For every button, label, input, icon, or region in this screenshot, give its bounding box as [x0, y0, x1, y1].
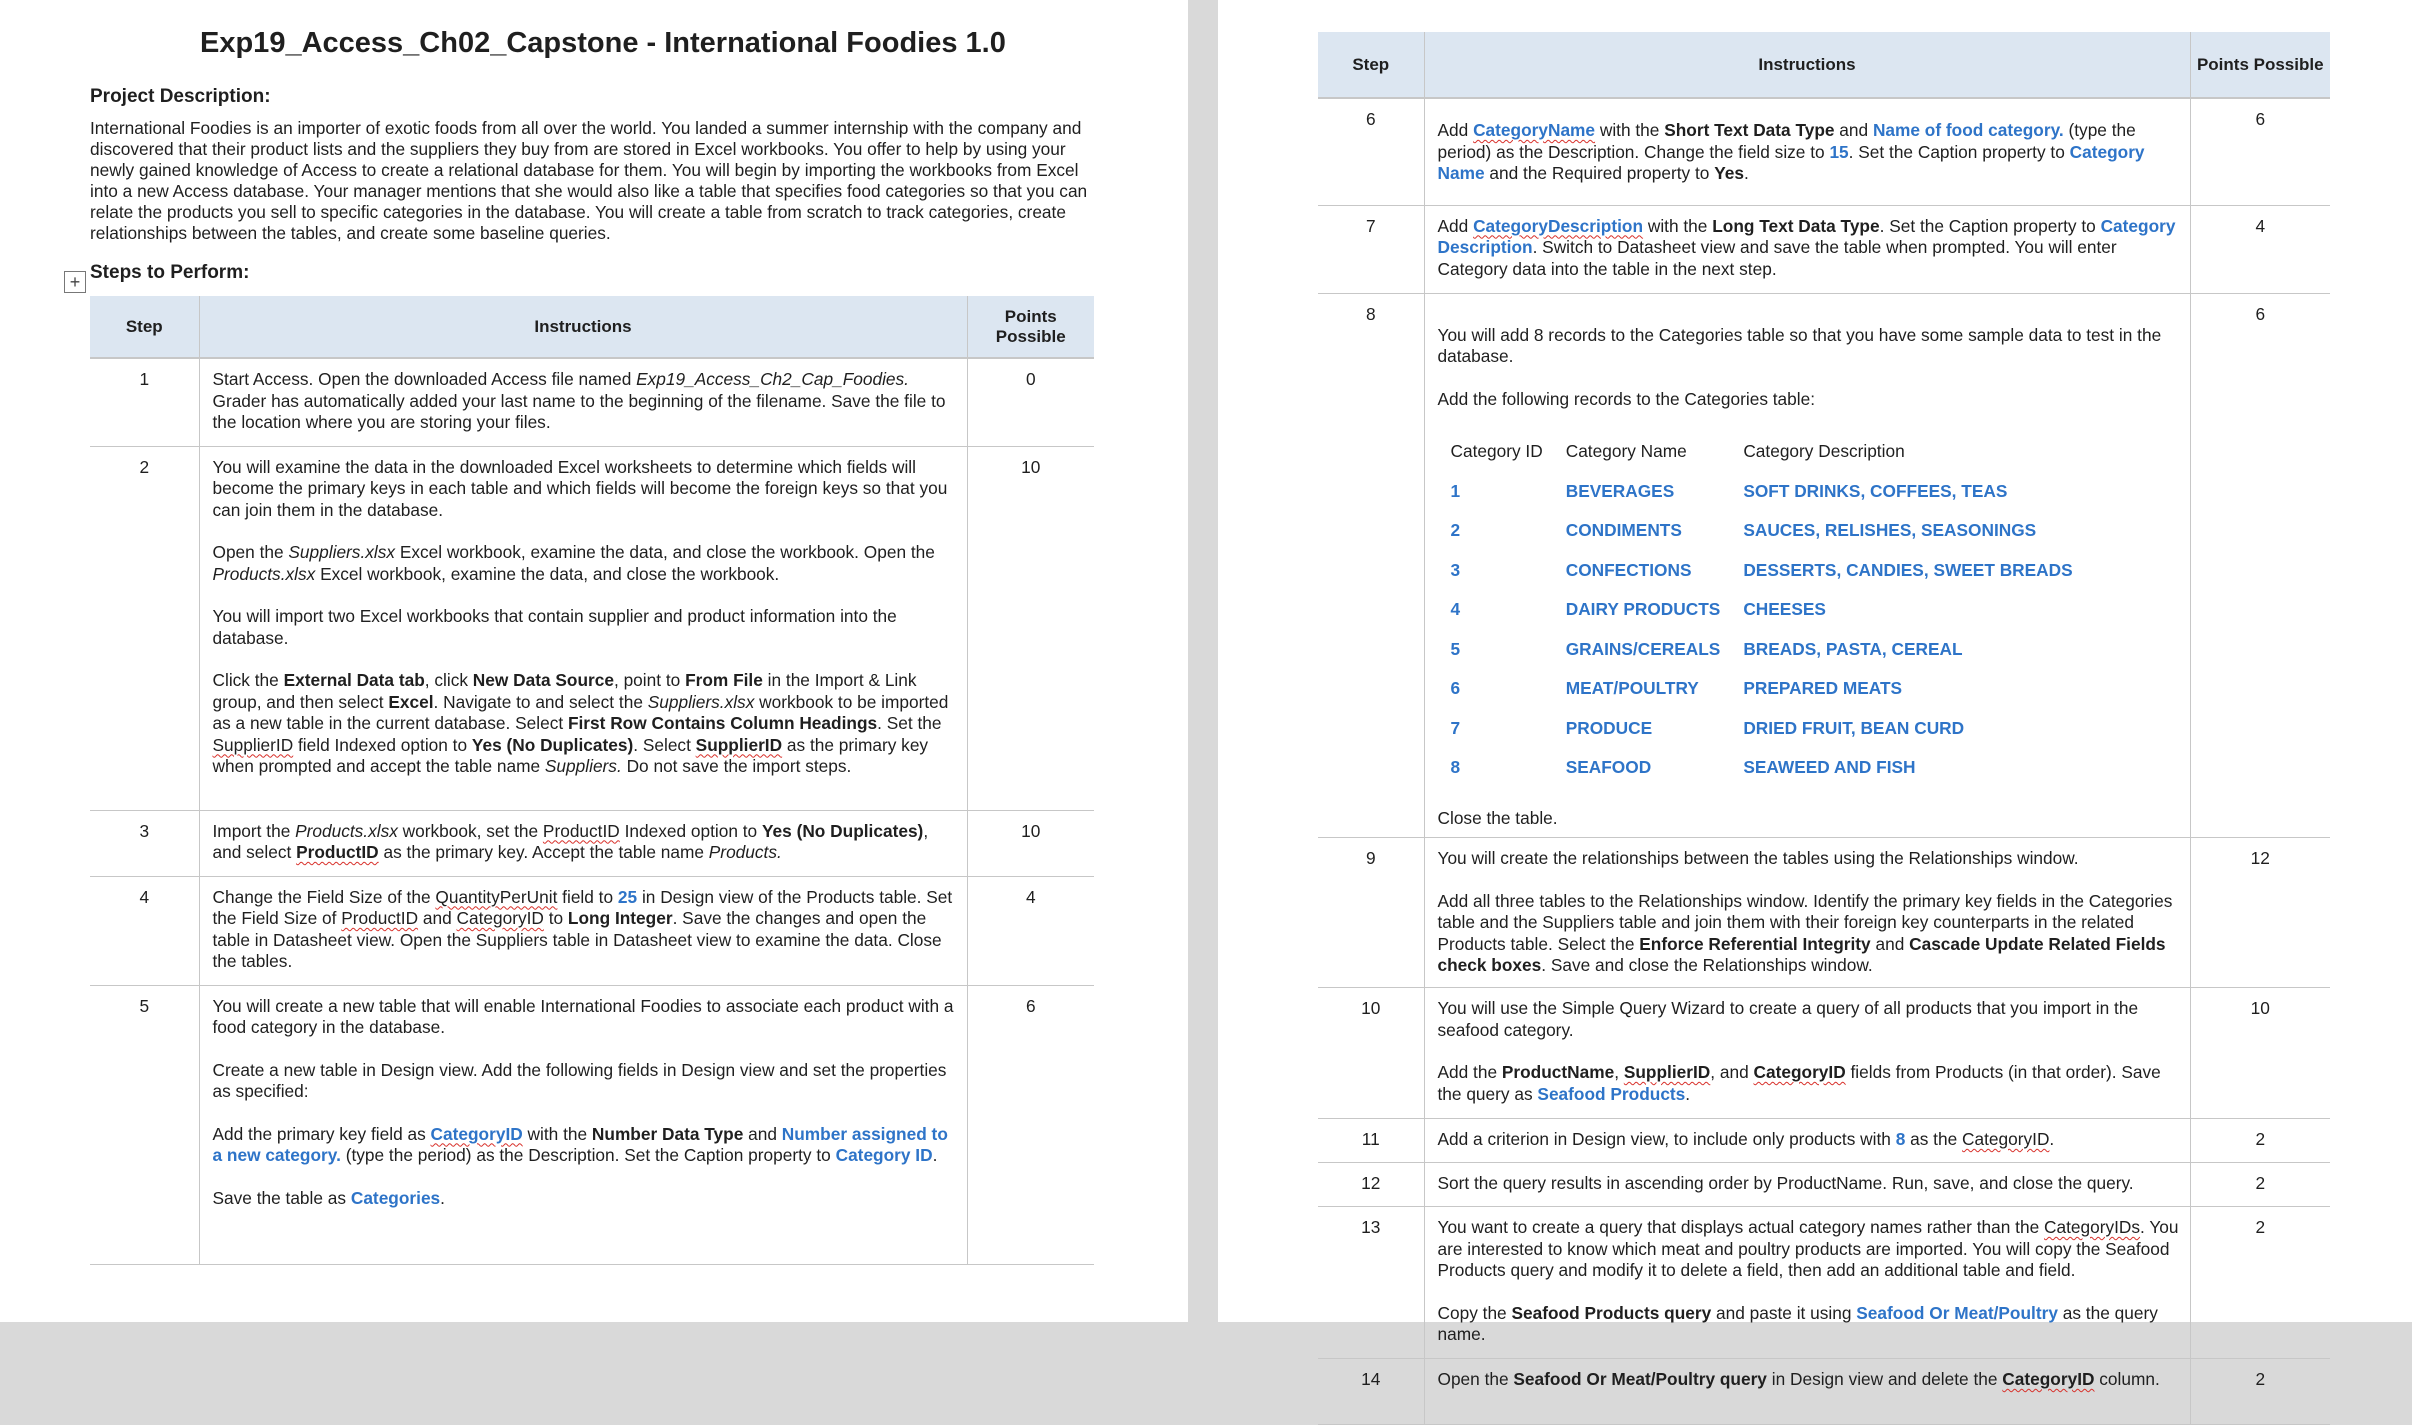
- category-id: 6: [1450, 678, 1461, 698]
- category-record-row: [1438, 471, 2083, 511]
- category-description: SOFT DRINKS, COFFEES, TEAS: [1743, 480, 2008, 501]
- step-number: 9: [1318, 838, 1424, 988]
- step-instructions: Start Access. Open the downloaded Access file named Exp19_Access_Ch2_Cap_Foodies. Grader has automatically added your last name to the beginning of the filename. Save the file to the location where you are storing your files.: [199, 358, 967, 446]
- category-record-row: [1438, 668, 2083, 708]
- step-row-8: [1318, 293, 2330, 838]
- category-id: 5: [1450, 638, 1461, 659]
- category-record-row: [1438, 747, 2083, 787]
- category-record-row: [1438, 708, 2083, 748]
- step-row-12: [1318, 1163, 2330, 1207]
- project-description-text: International Foodies is an importer of exotic foods from all over the world. You landed a summer internship with the company and discovered that their product lists and the suppliers they buy from are stored in Excel workbooks. You offer to help by using your newly gained knowledge of Access to create a relational database for them. You will begin by importing the workbooks from Excel into a new Access database. Your manager mentions that she would also like a table that specifies food categories so that you can relate the products you sell to specific categories in the database. You will create a table from scratch to track categories, create relationships between the tables, and create some baseline queries.: [90, 118, 1088, 243]
- category-name: SEAFOOD: [1565, 757, 1652, 777]
- step-instructions: You will use the Simple Query Wizard to create a query of all products that you import in the seafood category. Add the ProductName, SupplierID, and CategoryID fields from Products (in that order). Save the query as Seafood Products.: [1424, 988, 2190, 1119]
- category-description-header: Category Description: [1743, 441, 1905, 461]
- step-points: 6: [2190, 98, 2330, 205]
- step-instructions: You want to create a query that displays actual category names rather than the CategoryIDs. You are interested to know which meat and poultry products are imported. You will copy the Seafood Products query and modify it to delete a field, then add an additional table and field. Copy the Seafood Products query and paste it using Seafood Or Meat/Poultry as the query name.: [1424, 1207, 2190, 1359]
- step-row-5: [90, 985, 1094, 1264]
- step-instructions: Import the Products.xlsx workbook, set the ProductID Indexed option to Yes (No Duplicates), and select ProductID as the primary key. Accept the table name Products.: [199, 810, 967, 876]
- category-name: PRODUCE: [1565, 717, 1653, 738]
- step-row-4: [90, 876, 1094, 985]
- step-points: 12: [2190, 838, 2330, 988]
- step-row-1: [90, 358, 1094, 446]
- step-points: 6: [967, 985, 1094, 1264]
- category-record-row: [1438, 629, 2083, 669]
- category-description: CHEESES: [1743, 599, 1826, 619]
- category-name: DAIRY PRODUCTS: [1565, 599, 1721, 619]
- step-number: 12: [1318, 1163, 1424, 1207]
- category-description: DESSERTS, CANDIES, SWEET BREADS: [1743, 559, 2073, 580]
- step-points: 2: [2190, 1359, 2330, 1425]
- step-points: 2: [2190, 1119, 2330, 1163]
- category-name: MEAT/POULTRY: [1565, 678, 1699, 698]
- category-id-header: Category ID: [1450, 441, 1543, 461]
- step-row-2: [90, 446, 1094, 810]
- category-name: CONFECTIONS: [1565, 559, 1692, 580]
- step-number: 2: [90, 446, 199, 810]
- category-record-row: [1438, 589, 2083, 629]
- category-name-header: Category Name: [1565, 441, 1687, 461]
- document-page-left: [0, 0, 1188, 1322]
- steps-table-right: [1318, 32, 2330, 1425]
- step-instructions: Add CategoryName with the Short Text Data Type and Name of food category. (type the period) as the Description. Change the field size to 15. Set the Caption property to Category Name and the Required property to Yes.: [1424, 98, 2190, 205]
- category-record-row: [1438, 510, 2083, 550]
- step-number: 13: [1318, 1207, 1424, 1359]
- step-number: 6: [1318, 98, 1424, 205]
- category-name: CONDIMENTS: [1565, 520, 1682, 540]
- step-number: 4: [90, 876, 199, 985]
- step-number: 11: [1318, 1119, 1424, 1163]
- step-row-6: [1318, 98, 2330, 205]
- step-number: 7: [1318, 205, 1424, 293]
- step-number: 14: [1318, 1359, 1424, 1425]
- step-instructions: You will create a new table that will enable International Foodies to associate each product with a food category in the database. Create a new table in Design view. Add the following fields in Design view and set the properties as specified: Add the primary key field as CategoryID with the Number Data Type and Number assigned to a new category. (type the period) as the Description. Set the Caption property to Category ID. Save the table as Categories.: [199, 985, 967, 1264]
- step-row-11: [1318, 1119, 2330, 1163]
- step-column-header: Step: [1318, 32, 1424, 98]
- instructions-column-header: Instructions: [199, 296, 967, 358]
- document-title: Exp19_Access_Ch02_Capstone - International Foodies 1.0: [200, 27, 1006, 59]
- step-points: 6: [2190, 293, 2330, 838]
- category-id: 8: [1450, 757, 1461, 777]
- category-description: PREPARED MEATS: [1743, 678, 1903, 698]
- points-column-header: Points Possible: [967, 296, 1094, 358]
- step-number: 5: [90, 985, 199, 1264]
- categories-header-row: [1438, 431, 2083, 471]
- instructions-column-header: Instructions: [1424, 32, 2190, 98]
- step-points: 2: [2190, 1163, 2330, 1207]
- step-column-header: Step: [90, 296, 199, 358]
- step-instructions: You will create the relationships between the tables using the Relationships window. Add all three tables to the Relationships window. Identify the primary key fields in the Categories table and the Suppliers table and join them with their foreign key counterparts in the related Products table. Select the Enforce Referential Integrity and Cascade Update Related Fields check boxes. Save and close the Relationships window.: [1424, 838, 2190, 988]
- step-instructions: Open the Seafood Or Meat/Poultry query in Design view and delete the CategoryID column.: [1424, 1359, 2190, 1425]
- step-instructions: Add a criterion in Design view, to include only products with 8 as the CategoryID.: [1424, 1119, 2190, 1163]
- category-description: SAUCES, RELISHES, SEASONINGS: [1743, 520, 2037, 540]
- step-number: 1: [90, 358, 199, 446]
- step-row-3: [90, 810, 1094, 876]
- category-description: BREADS, PASTA, CEREAL: [1743, 638, 1963, 659]
- step-row-14: [1318, 1359, 2330, 1425]
- steps-table-left: [90, 296, 1094, 1265]
- category-name: GRAINS/CEREALS: [1565, 638, 1721, 659]
- step-points: 4: [967, 876, 1094, 985]
- table-header-row: [1318, 32, 2330, 98]
- document-page-right: [1218, 0, 2412, 1389]
- step-row-9: [1318, 838, 2330, 988]
- step-points: 10: [2190, 988, 2330, 1119]
- step-instructions: You will examine the data in the downloaded Excel worksheets to determine which fields will become the primary keys in each table and which fields will become the foreign keys so that you can join them in the database. Open the Suppliers.xlsx Excel workbook, examine the data, and close the workbook. Open the Products.xlsx Excel workbook, examine the data, and close the workbook. You will import two Excel workbooks that contain supplier and product information into the database. Click the External Data tab, click New Data Source, point to From File in the Import & Link group, and then select Excel. Navigate to and select the Suppliers.xlsx workbook to be imported as a new table in the current database. Select First Row Contains Column Headings. Set the SupplierID field Indexed option to Yes (No Duplicates). Select SupplierID as the primary key when prompted and accept the table name Suppliers. Do not save the import steps.: [199, 446, 967, 810]
- step-instructions: Add CategoryDescription with the Long Text Data Type. Set the Caption property to Category Description. Switch to Datasheet view and save the table when prompted. You will enter Category data into the table in the next step.: [1424, 205, 2190, 293]
- category-description: DRIED FRUIT, BEAN CURD: [1743, 717, 1965, 738]
- step-points: 10: [967, 446, 1094, 810]
- step-row-10: [1318, 988, 2330, 1119]
- step-row-13: [1318, 1207, 2330, 1359]
- category-name: BEVERAGES: [1565, 480, 1675, 501]
- points-column-header: Points Possible: [2190, 32, 2330, 98]
- category-id: 3: [1450, 559, 1461, 580]
- step-points: 0: [967, 358, 1094, 446]
- project-description-heading: Project Description:: [90, 86, 271, 107]
- categories-records-table: [1438, 431, 2083, 787]
- category-record-row: [1438, 550, 2083, 590]
- steps-heading: Steps to Perform:: [90, 262, 250, 283]
- step-number: 3: [90, 810, 199, 876]
- step-instructions: Change the Field Size of the QuantityPerUnit field to 25 in Design view of the Products table. Set the Field Size of ProductID and CategoryID to Long Integer. Save the changes and open the table in Datasheet view. Open the Suppliers table in Datasheet view to examine the data. Close the tables.: [199, 876, 967, 985]
- step-points: 4: [2190, 205, 2330, 293]
- plus-box-icon[interactable]: +: [64, 271, 86, 293]
- step-number: 10: [1318, 988, 1424, 1119]
- step-points: 2: [2190, 1207, 2330, 1359]
- category-id: 4: [1450, 599, 1461, 619]
- category-description: SEAWEED AND FISH: [1743, 757, 1916, 777]
- step-number: 8: [1318, 293, 1424, 838]
- step-points: 10: [967, 810, 1094, 876]
- step-instructions: Sort the query results in ascending order by ProductName. Run, save, and close the query.: [1424, 1163, 2190, 1207]
- category-id: 2: [1450, 520, 1461, 540]
- step-instructions: You will add 8 records to the Categories table so that you have some sample data to test in the database. Add the following records to the Categories table: Category ID Category Name Category Description 1 BEVERAGES SOFT DRINKS, COFFEES, TEAS 2 CONDIMENTS SAUCES, RELISHES, SEASONINGS 3 CONFECTIONS DESSERTS, CANDIES, SWEET BREADS 4 DAIRY PRODUCTS CHEESES 5 GRAINS/CEREALS BREADS, PASTA, CEREAL 6 MEAT/POULTRY PREPARED MEATS 7 PRODUCE DRIED FRUIT, BEAN CURD 8 SEAFOOD SEAWEED AND FISH Close the table.: [1424, 293, 2190, 838]
- category-id: 7: [1450, 717, 1461, 738]
- step-row-7: [1318, 205, 2330, 293]
- table-header-row: [90, 296, 1094, 358]
- category-id: 1: [1450, 480, 1461, 501]
